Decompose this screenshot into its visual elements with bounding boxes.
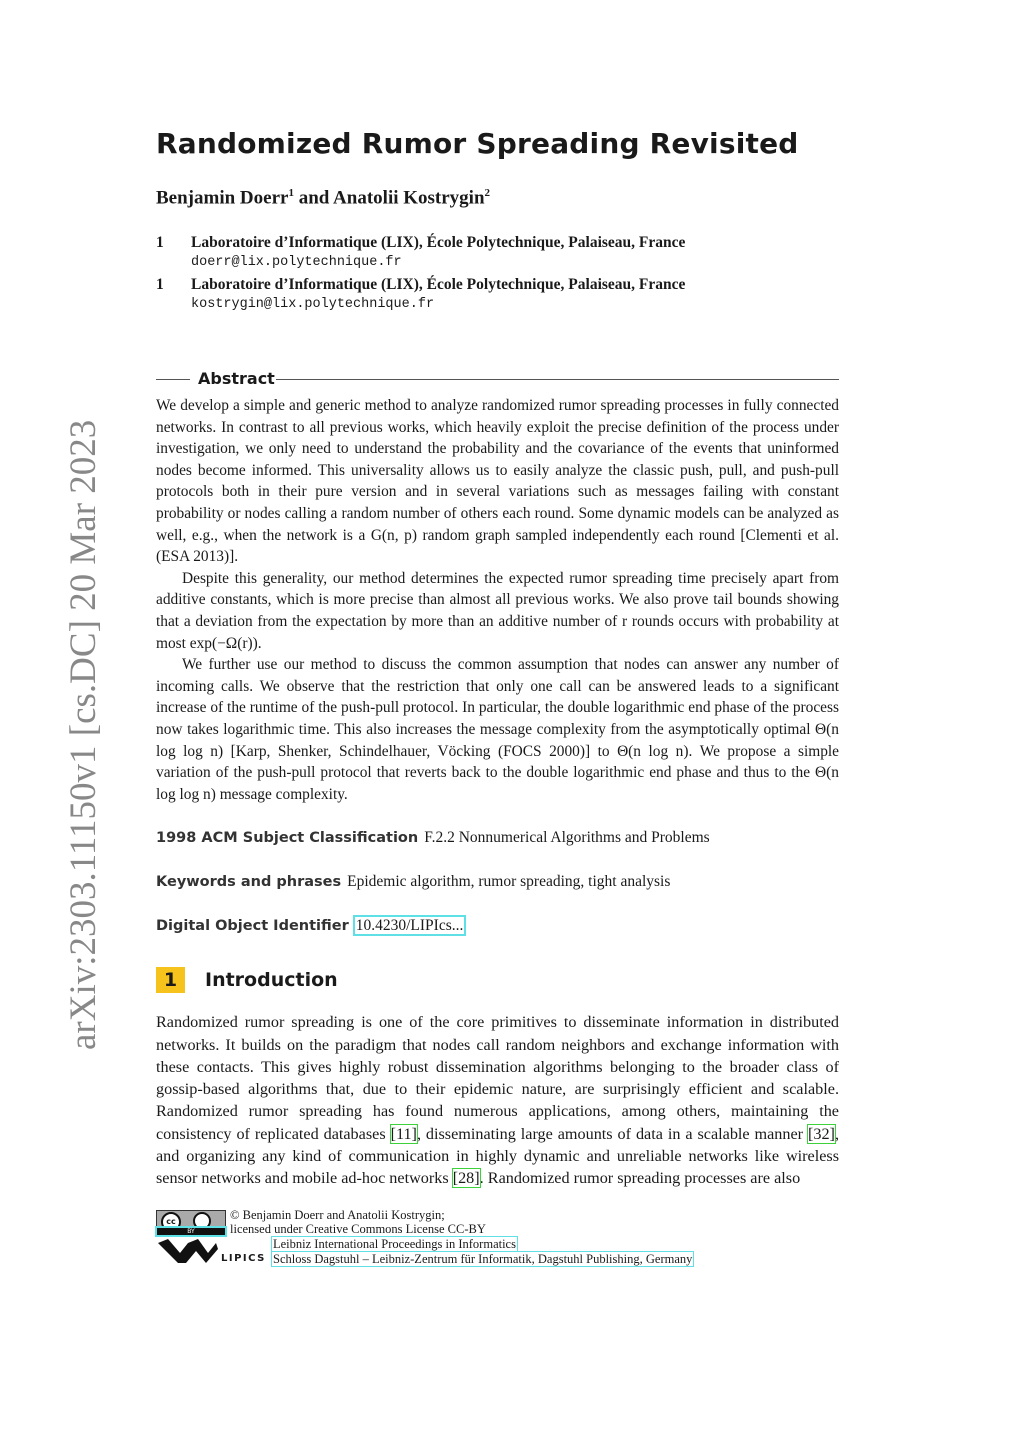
main-column [156,369,839,1268]
affiliation-institution: Laboratoire d’Informatique (LIX), École Polytechnique, Palaiseau, France [191,276,686,293]
arxiv-stamp: arXiv:2303.11150v1 [cs.DC] 20 Mar 2023 [63,419,104,1050]
abstract-paragraph: We further use our method to discuss the common assumption that nodes can answer any number of incoming calls. We observe that the restriction that only one call can be answered leads to a significant increase of the runtime of the push-pull protocol. In particular, the double logarithmic end phase of the process now takes logarithmic time. This also increases the message complexity from the asymptotically optimal Θ(n log log n) [Karp, Shenker, Schindelhauer, Vöcking (FOCS 2000)] to Θ(n log n). We propose a simple variation of the push-pull protocol that reverts back to the double logarithmic end phase and thus to the Θ(n log log n) message complexity. [156,656,839,803]
publisher-link[interactable]: Schloss Dagstuhl – Leibniz-Zentrum für Informatik, Dagstuhl Publishing, Germany [273,1251,693,1266]
keywords [156,871,839,893]
series-link[interactable]: Leibniz International Proceedings in Informatics [273,1236,516,1251]
affiliation-number: 1 [156,234,164,251]
rule [156,379,190,380]
license-text: licensed under Creative Commons License CC-BY [230,1221,486,1236]
keywords-value: Epidemic algorithm, rumor spreading, tight analysis [347,873,671,891]
acm-classification [156,827,839,849]
keywords-label: Keywords and phrases [156,874,342,891]
intro-paragraph [156,1011,839,1189]
cc-by-badge[interactable] [156,1210,226,1236]
doi [156,915,839,937]
abstract-paragraph: We develop a simple and generic method to analyze randomized rumor spreading processes in fully connected networks. In contrast to all previous works, which heavily exploit the precise definition of the process under investigation, we only need to understand the probability and the covariance of the events that uninformed nodes become informed. This universality allows us to easily analyze the classic push, pull, and push-pull protocols both in their pure version and in several variations such as messages failing with constant probability or nodes calling a random number of others each round. Some dynamic models can be analyzed as well, e.g., when the network is a G(n, p) random graph sampled independently each round [Clementi et al. (ESA 2013)]. [156,397,839,566]
author-affil-mark: 1 [288,187,294,199]
intro-text: , disseminating large amounts of data in a scalable manner [416,1124,808,1143]
abstract-heading [156,369,839,391]
affiliation-email[interactable]: doerr@lix.polytechnique.fr [191,255,402,270]
author-name: Anatolii Kostrygin [333,187,485,209]
intro-text: , and organizing any kind of communication in highly dynamic and unreliable networks like wireless sensor networks and mobile ad-hoc networks [156,1124,839,1188]
section-number: 1 [156,967,185,993]
abstract-paragraph: Despite this generality, our method determines the expected rumor spreading time precisely apart from additive constants, which is more precise than almost all previous works. We also prove tail bounds showing that a deviation from the expectation by more than an additive number of r rounds occurs with probability at most exp(−Ω(r)). [156,569,839,652]
affiliation-institution: Laboratoire d’Informatique (LIX), École Polytechnique, Palaiseau, France [191,234,686,251]
rule [276,379,839,380]
author-separator: and [293,187,334,209]
doi-label: Digital Object Identifier [156,918,349,935]
author-affil-mark: 2 [484,187,491,199]
citation-link[interactable]: [11] [390,1124,417,1143]
citation-link[interactable]: [32] [807,1124,835,1143]
affiliation [156,276,856,316]
doi-link[interactable]: 10.4230/LIPIcs... [355,917,464,935]
abstract-label: Abstract [198,369,275,388]
affiliation [156,234,856,274]
section-title: Introduction [205,969,338,992]
author-name: Benjamin Doerr [156,187,289,209]
lipics-logo-icon [158,1239,218,1263]
paper-title: Randomized Rumor Spreading Revisited [156,127,799,160]
acm-label: 1998 ACM Subject Classification [156,830,419,847]
lipics-label: LIPICS [221,1252,266,1264]
section-heading [156,967,839,993]
authors [156,187,490,209]
acm-value: F.2.2 Nonnumerical Algorithms and Problems [424,829,710,847]
affiliation-email[interactable]: kostrygin@lix.polytechnique.fr [191,297,435,312]
affiliation-number: 1 [156,276,164,293]
citation-link[interactable]: [28] [452,1169,480,1188]
intro-text: . Randomized rumor spreading processes are also [479,1169,801,1188]
intro-text: Randomized rumor spreading is one of the core primitives to disseminate information in distributed networks. It builds on the paradigm that nodes call random neighbors and exchange information with these contacts. This gives highly robust dissemination algorithms belonging to the broader class of gossip-based algorithms that, due to their epidemic nature, are surprisingly efficient and scalable. Randomized rumor spreading has found numerous applications, among others, maintaining the consistency of replicated databases [156,1013,839,1143]
license-footer [156,1208,839,1268]
by-label: BY [157,1228,225,1235]
copyright: © Benjamin Doerr and Anatolii Kostrygin; [230,1207,445,1222]
cc-icon: cc [161,1212,181,1232]
